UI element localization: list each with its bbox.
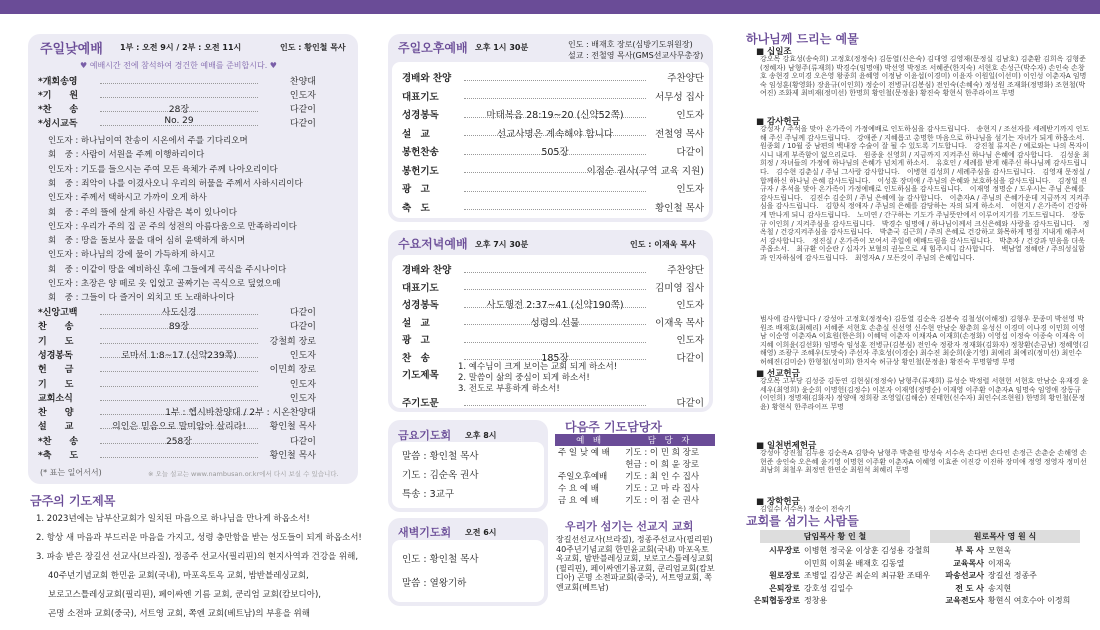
duty-table <box>555 434 715 506</box>
prayer-topic-line: 곤명 소전파 교회(중국), 서트영 교회, 쪽엔 교회(베트남)의 부흥을 위해 <box>48 609 310 619</box>
afternoon-order-box <box>392 62 709 218</box>
order-item-name: 대표기도 <box>402 282 439 294</box>
order-item-content: 의인은 믿음으로 말미암아 살리라! <box>112 422 246 433</box>
order-item-name: *성시교독 <box>38 119 78 129</box>
sermon-online-note: ※ 오늘 설교는 www.nambusan.or.kr에서 다시 보실 수 있습니다. <box>148 470 339 478</box>
prayer-topic-line: 3. 파송 받은 장길선 선교사(브라질), 정종주 선교사(필리핀)의 현지사역과 건강을 위해, <box>36 552 359 562</box>
senior-pastor: 담임목사 황 인 철 <box>760 530 910 543</box>
order-item-name: 광 고 <box>402 335 430 346</box>
leader-dots <box>100 457 258 458</box>
prayer-topic-line: 40주년기념교회 한민윤 교회(국내), 마포옥토옥 교회, 밤반블레싱교회, <box>48 571 309 581</box>
responsive-reading-line: 인도자 : 초장은 양 떼로 옷 입었고 골짜기는 곡식으로 덮였으매 <box>48 279 281 289</box>
prayer-topics-label: 기도제목 <box>402 370 439 381</box>
order-item-name: *축 도 <box>38 451 79 461</box>
order-item-name: 주기도문 <box>402 398 439 409</box>
responsive-reading-line: 인도자 : 하나님이여 찬송이 시온에서 주를 기다리오며 <box>48 136 248 146</box>
order-item-name: *신앙고백 <box>38 308 78 318</box>
order-item-content: No. 29 <box>164 116 194 126</box>
wednesday-leader: 인도 : 이재욱 목사 <box>630 240 696 249</box>
sunday-service-preacher: 인도 : 황인철 목사 <box>280 43 346 52</box>
order-item-leader: 김미영 집사 <box>655 282 704 294</box>
offering-section-title: ■ 선교헌금 <box>756 369 800 379</box>
order-item-name: *찬 송 <box>38 105 79 115</box>
leader-dots <box>464 80 646 81</box>
dawn-prayer-title: 새벽기도회 <box>398 526 452 539</box>
duty-person: 헌금 : 이 희 윤 장로 <box>625 460 700 470</box>
dawn-prayer-box <box>392 540 544 602</box>
order-item-content: 89장 <box>168 322 190 333</box>
offering-section-title: ■ 일천번제헌금 <box>756 441 817 451</box>
mission-churches-title: 우리가 섬기는 선교지 교회 <box>565 520 694 533</box>
order-item-leader: 황인철 목사 <box>269 422 316 433</box>
staff-names: 이병현 정국윤 이상훈 김성용 강철희 <box>804 546 931 555</box>
order-item-name: 봉헌찬송 <box>402 147 439 158</box>
staff-role: 원로장로 <box>769 571 800 580</box>
prayer-topic-line: 1. 2023년에는 남부산교회가 일치된 마음으로 하나님을 만나게 하옵소서! <box>36 514 310 524</box>
top-bar <box>0 0 1100 14</box>
leader-dots <box>464 209 646 210</box>
order-item-content: 성령의 선물 <box>530 317 580 329</box>
order-item-content: 로마서 1:8~17 (신약239쪽) <box>121 350 237 361</box>
leader-dots <box>464 405 646 406</box>
staff-role: 파송선교사 <box>945 571 984 580</box>
order-item-leader: 황인철 목사 <box>269 451 316 461</box>
order-item-content: 185장 <box>541 352 569 364</box>
order-item-name: *찬 송 <box>38 436 79 447</box>
responsive-reading-line: 회 중 : 사람이 서원을 주께 이행하리이다 <box>48 150 205 161</box>
offering-section-names: 김일수(서수옥) 정순이 전숙기 <box>760 505 852 513</box>
order-item-leader: 인도자 <box>289 379 316 390</box>
order-item-leader: 인도자 <box>289 350 316 361</box>
duty-service: 주 일 낮 예 배 <box>558 448 610 458</box>
offering-section-title: ■ 십일조 <box>756 47 792 57</box>
leader-dots <box>464 272 646 273</box>
dawn-prayer-item: 인도 : 황인철 목사 <box>402 554 479 565</box>
responsive-reading-line: 인도자 : 우리가 주의 집 곧 주의 성전의 아름다움으로 만족하리이다 <box>48 221 297 232</box>
order-item-leader: 인도자 <box>676 184 704 195</box>
staff-names: 모현욱 <box>988 546 1012 555</box>
prayer-topic-line: 2. 항상 새 마음과 부드러운 마음을 가지고, 성령 충만함을 받는 성도들이 되게 하옵소서! <box>36 533 362 543</box>
dawn-prayer-item: 말씀 : 열왕기하 <box>402 578 467 589</box>
afternoon-leader: 인도 : 배재호 장로(심방기도위원장) <box>568 40 693 49</box>
duty-head-service: 예 배 <box>555 434 622 446</box>
order-item-leader: 전철영 목사 <box>655 128 704 140</box>
order-item-leader: 강철희 장로 <box>269 336 316 347</box>
leader-dots <box>100 400 258 401</box>
friday-prayer-title: 금요기도회 <box>398 429 452 442</box>
order-item-leader: 인도자 <box>676 300 704 311</box>
leader-dots <box>464 289 646 290</box>
offering-section-names: 범사에 감사합니다 / 강성아 고정호(정정숙) 김동열 김순옥 김봉숙 김철성(이해정) 김형우 문종미 박선영 박원조 배재호(최혜리) 서혜준 서현호 손춘실 신선영 신수현 안남순 왕춘희 유성신 이경미 이나경 이민희 이영남 이순영 이춘자A 이효원(한은희) 이혜덕 이춘자 이채자A 이재희(손정화) 이영섭 이정숙 이종숙 이재옥 이지혜 이희윤(김선화) 임명숙 임성훈 전병규(김봉심) 전인숙 정광자 정재화(김화자) 정창환(손금남) 정혜영(김해영) 조광구 조혜우(도맛숙) 주선자 주호성(이경순) 최수진 최순희(윤기영) 최예리 최예리(정미선) 최인수 허혜진(김미순) 한형철(성미희) 한지숙 허규상 황인철(문정윤) 황진숙 무명함명 무명 <box>760 315 1089 366</box>
church-staff-title: 교회를 섬기는 사람들 <box>746 514 859 528</box>
friday-prayer-item: 특송 : 3교구 <box>402 489 454 500</box>
responsive-reading-line: 회 중 : 죄악이 나를 이겼사오니 우리의 허물을 주께서 사하시리이다 <box>48 178 303 189</box>
order-item-leader: 황인철 목사 <box>655 202 704 214</box>
duty-person: 기도 : 최 인 수 집사 <box>625 472 700 482</box>
order-item-leader: 인도자 <box>289 393 316 404</box>
order-item-leader: 이민희 장로 <box>269 365 316 376</box>
duty-service: 수 요 예 배 <box>558 484 599 494</box>
order-item-name: 기 도 <box>38 336 74 347</box>
offering-section-names: 강오목 고부당 김성중 김동연 김현심(정정숙) 남형주(류재희) 류성순 박정렬 서현헌 서현호 안남순 유재경 윤세우(최영희) 윤순희 이명헌(김정수) 이본자 이재영(정명순) 이재영 이주환 이춘자A 임명숙 임영애 장동규(이인희) 정명재(김화자) 정양애 정희광 조영일(김해순) 진태헌(신수자) 최인수(조현원) 한명희 황인철(문정윤) 황현식 한주라이프 무명 <box>760 377 1089 411</box>
order-item-content: 선교사명은 계속해야 합니다 <box>496 128 614 140</box>
prayer-topics-title: 금주의 기도제목 <box>30 494 116 508</box>
sunday-service-time: 1부 : 오전 9시 / 2부 : 오전 11시 <box>120 43 242 52</box>
responsive-reading-line: 회 중 : 그들이 다 즐거이 외치고 또 노래하나이다 <box>48 293 235 304</box>
order-item-name: 찬 송 <box>402 352 430 364</box>
dawn-prayer-time: 오전 6시 <box>465 528 497 537</box>
leader-dots <box>100 97 258 98</box>
order-item-leader: 다같이 <box>289 322 316 333</box>
offering-section-title: ■ 감사헌금 <box>756 117 800 127</box>
staff-names: 이재욱 <box>988 558 1012 568</box>
staff-role: 교육전도사 <box>945 596 984 605</box>
leader-dots <box>100 343 258 344</box>
wednesday-prayer-item: 2. 말씀이 삶의 중심이 되게 하소서! <box>458 373 590 383</box>
duty-service: 금 요 예 배 <box>558 496 599 506</box>
staff-role: 시무장로 <box>769 546 800 555</box>
leader-dots <box>100 83 258 84</box>
wednesday-service-title: 수요저녁예배 <box>398 237 468 251</box>
stand-note: (* 표는 일어서서) <box>40 468 102 477</box>
order-item-name: 교회소식 <box>38 393 73 404</box>
staff-role: 교육목사 <box>953 558 984 568</box>
mission-churches-text: 장길선선교사(브라질), 정종주선교사(필리핀) 40주년기념교회 한민윤교회(국내) 마포옥토옥교회, 밤반블레싱교회, 보로고스틀레싱교회(필리핀), 페이싸엔기름교회, 쿤리엄교회(캄보디아) 곤명 소전파교회(중국), 서트영교회, 쪽엔교회(베트남) <box>556 535 715 592</box>
order-item-leader: 다같이 <box>289 105 316 115</box>
afternoon-service-title: 주일오후예배 <box>398 41 468 55</box>
duty-service <box>555 458 622 470</box>
preparation-notice: ♥ 예배시간 전에 참석하여 경건한 예배를 준비합시다. ♥ <box>80 61 277 70</box>
order-item-leader: 이점순 권사(구역 교육 지원) <box>586 165 704 177</box>
staff-names: 이민희 이희윤 배재호 김동열 <box>804 558 905 568</box>
responsive-reading-line: 인도자 : 기도를 들으시는 주여 모든 육체가 주께 나아오리이다 <box>48 164 278 175</box>
order-item-leader: 찬양대 <box>289 77 316 87</box>
offering-section-names: 강성자 / 주석을 맞아 온가족이 가정예배로 인도하심을 감사드립니다. 송현지 / 조선자를 세례받기까지 인도해 주신 주님께 감사드립니다. 강애준 / 지혜롭고 총명한 마음으로 하나님을 섬기는 자녀가 되게 하옵소서. 원종회 / 10월 중 남편의 백내장 수술이 잘 될 수 있도록 기도합니다. 강진철 류지은 / 예로와는 나의 목자이시니 내게 부족함이 없으리로다. 원종윤 신영희 / 지금까지 지켜주신 하나님 은혜에 감사합니다. 김성윤 최희정 / 자녀들의 가정에 하나님의 은혜가 넘치게 하소서. 유호인 / 세례를 받게 해주신 하나님께 감사드립니다. 김수현 김춘실 / 주님 그사랑 감사합니다. 이병현 김성희 / 세례주심을 감사드립니다. 김영재 문정실 / 합께하신 하나님 은혜 감사드립니다. 이성훈 장미애 / 주님의 은혜와 보호하심을 감사드립니다. 김정일 진규자 / 추석을 맞아 온가족이 가정예배로 인도하심을 감사드립니다. 이재영 정명순 / 도우시는 주님 은혜를 감사드립니다. 김진수 김순희 / 주님 은혜에 늘 감사합니다. 이춘자A / 주님의 은혜가운데 지금까지 지켜주심을 감사드립니다. 김향식 정애자 / 주님의 은혜를 감당하는 자의 되게 하소서. 이현지 / 온가족이 건강하게 만나게 되니 감사드립니다. 노미연 / 간구하는 기도가 주님뜻안에서 이루어지기를 기도드립니다. 장동규 이인희 / 지켜주심을 감사드립니다. 박경수 임명애 / 하나님이께서 크신은혜와 사랑을 감사드립니다. 정옥철 / 건강지켜주심을 감사드립니다. 박춘국 김근희 / 주의 은혜로 건강하고 화목하게 명절 지내게 해주셔서 감사합니다. 정진실 / 온가족이 모여서 주일에 예배드림을 감사드립니다. 박춘자 / 건강과 믿음을 더욱 주옵소서. 최규환 이순란 / 십자가 보혈의 권능으로 새 힘주시니 감사합니다. 백남열 정혜란 / 주의성실함과 인자하심에 감사드립니다. 최영자A / 모든것이 주님의 은혜입니다. <box>760 125 1092 262</box>
order-item-content: 28장 <box>168 105 190 115</box>
duty-person: 기도 : 고 마 라 집사 <box>625 484 700 494</box>
order-item-leader: 주찬양단 <box>667 73 704 84</box>
staff-names: 강호성 김일수 <box>804 583 853 593</box>
order-item-leader: 서무성 집사 <box>655 91 704 103</box>
order-item-name: 대표기도 <box>402 91 439 103</box>
staff-role: 부 목 사 <box>955 546 984 555</box>
order-item-name: 설 교 <box>38 422 74 433</box>
duty-person: 기도 : 이 민 희 장로 <box>625 448 700 458</box>
order-item-leader: 다같이 <box>289 308 316 318</box>
next-week-duty-title: 다음주 기도담당자 <box>565 420 662 434</box>
order-item-leader: 1부 : 헵시바찬양대 / 2부 : 시온찬양대 <box>165 408 316 419</box>
order-item-leader: 다같이 <box>676 398 704 409</box>
order-item-leader: 다같이 <box>676 352 704 364</box>
staff-role: 은퇴협동장로 <box>753 596 800 605</box>
offering-section-names: 강오목 강효성(송숙희) 고정호(정정숙) 김동열(신은숙) 김대영 김영재(문정실 김남호) 김춘환 김희옥 김형준(정혜자) 남형주(류재희) 박경수(임명애) 박선영 박정조 서혜준(한지숙) 서현호 손성근(박수자) 손인숙 손창호 송현경 오미경 오은영 왕종희 윤혜영 이정남 이윤섭(이경미) 이윤자 이원일(이선미) 이인성 이춘자A 임명숙 임성훈(황영화) 장윤규(이인희) 정순이 전병규(김봉심) 전인숙(손혜숙) 정성원 조재화(정명화) 조현철(박여진) 조화제 최비재(정미선) 한명희 황인철(문정윤) 황진숙 황현식 한주라이프 무명 <box>760 55 1087 98</box>
order-item-name: 성경봉독 <box>38 350 73 361</box>
friday-prayer-item: 기도 : 김순옥 권사 <box>402 470 479 481</box>
duty-head-person: 담 당 자 <box>622 434 715 446</box>
prayer-topic-line: 보로고스틀레싱교회(필리핀), 페이싸엔 기름 교회, 쿤리엄 교회(캄보디아), <box>48 590 322 600</box>
responsive-reading-line: 인도자 : 주께서 택하시고 가까이 오게 하사 <box>48 193 207 204</box>
order-item-name: 광 고 <box>402 184 430 195</box>
order-item-name: 헌 금 <box>38 365 74 376</box>
sunday-service-title: 주일낮예배 <box>40 42 103 57</box>
wednesday-prayer-item: 3. 전도로 부흥하게 하소서! <box>458 384 560 394</box>
order-item-leader: 인도자 <box>289 91 316 101</box>
order-item-name: *기 원 <box>38 91 79 101</box>
offering-title: 하나님께 드리는 예물 <box>746 32 859 46</box>
order-item-content: 사도행전 2:37~41 (신약190쪽) <box>486 300 624 311</box>
staff-names: 정창용 <box>804 596 828 605</box>
order-item-name: *개회송영 <box>38 77 78 87</box>
leader-dots <box>100 371 258 372</box>
order-item-content: 사도신경 <box>161 308 197 318</box>
order-item-content: 505장 <box>541 147 569 158</box>
staff-names: 황현식 여호수아 이정희 <box>988 596 1071 605</box>
emeritus-pastor: 원로목사 영 원 식 <box>930 530 1080 543</box>
leader-dots <box>464 191 646 192</box>
order-item-leader: 다같이 <box>289 436 316 447</box>
order-item-name: 경배와 찬양 <box>402 265 452 276</box>
order-item-leader: 다같이 <box>289 119 316 129</box>
order-item-leader: 이재욱 목사 <box>655 317 704 329</box>
order-item-name: 축 도 <box>402 202 430 214</box>
order-item-name: 성경봉독 <box>402 300 439 311</box>
staff-names: 조병일 김상곤 최순의 최규환 조태우 <box>804 571 931 580</box>
order-item-leader: 인도자 <box>676 110 704 121</box>
responsive-reading-line: 회 중 : 주의 뜰에 살게 하신 사람은 복이 있나이다 <box>48 207 237 218</box>
duty-person: 기도 : 이 점 순 권사 <box>625 496 700 506</box>
afternoon-service-time: 오후 1시 30분 <box>475 43 529 52</box>
staff-names: 장길선 정종주 <box>988 571 1037 580</box>
order-item-content: 258장 <box>166 436 192 447</box>
leader-dots <box>464 98 646 99</box>
offering-section-names: 강성아 강진철 김두용 김순옥A 김향숙 남형주 박춘원 방성숙 서수옥 손다번 손다인 손정근 손춘순 손해영 손현준 송인숙 오은혜 윤기영 이명현 이주환 이춘자A 이혜영 이효준 이진강 이진하 장미애 정영 정영자 정미선 최남희 최철우 최정연 한연순 최원석 최혜리 무명 <box>760 449 1087 475</box>
order-item-content: 마태복음 28:19~20 (신약52쪽) <box>486 110 624 121</box>
responsive-reading-line: 인도자 : 하나님의 강에 물이 가득하게 하시고 <box>48 250 215 261</box>
wednesday-prayer-item: 1. 예수님이 크게 보이는 교회 되게 하소서! <box>458 362 618 372</box>
duty-service: 주일오후예배 <box>558 472 608 482</box>
order-item-leader: 인도자 <box>676 335 704 346</box>
staff-role: 은퇴장로 <box>769 583 800 593</box>
order-item-name: 찬 송 <box>38 322 74 333</box>
responsive-reading-line: 회 중 : 이같이 땅을 예비하신 후에 그들에게 곡식을 주시나이다 <box>48 264 287 275</box>
wednesday-service-time: 오후 7시 30분 <box>475 240 529 249</box>
staff-role: 전 도 사 <box>955 583 984 593</box>
order-item-leader: 주찬양단 <box>667 265 704 276</box>
friday-prayer-time: 오후 8시 <box>465 431 497 440</box>
offering-section-title: ■ 장학헌금 <box>756 497 800 507</box>
order-item-name: 경배와 찬양 <box>402 73 452 84</box>
leader-dots <box>100 386 258 387</box>
order-item-name: 설 교 <box>402 317 430 329</box>
leader-dots <box>464 342 646 343</box>
order-item-name: 성경봉독 <box>402 110 439 121</box>
order-item-name: 기 도 <box>38 379 74 390</box>
staff-names: 송지현 <box>988 583 1012 593</box>
order-item-name: 설 교 <box>402 128 430 140</box>
order-item-name: 찬 양 <box>38 408 74 419</box>
afternoon-speaker: 설교 : 전철영 목사(GMS선교사무총장) <box>568 51 704 60</box>
order-item-name: 봉헌기도 <box>402 165 439 177</box>
responsive-reading-line: 회 중 : 땅을 돌보사 물을 대어 심히 윤택하게 하시며 <box>48 236 246 247</box>
order-item-leader: 다같이 <box>676 147 704 158</box>
friday-prayer-item: 말씀 : 황인철 목사 <box>402 451 479 462</box>
